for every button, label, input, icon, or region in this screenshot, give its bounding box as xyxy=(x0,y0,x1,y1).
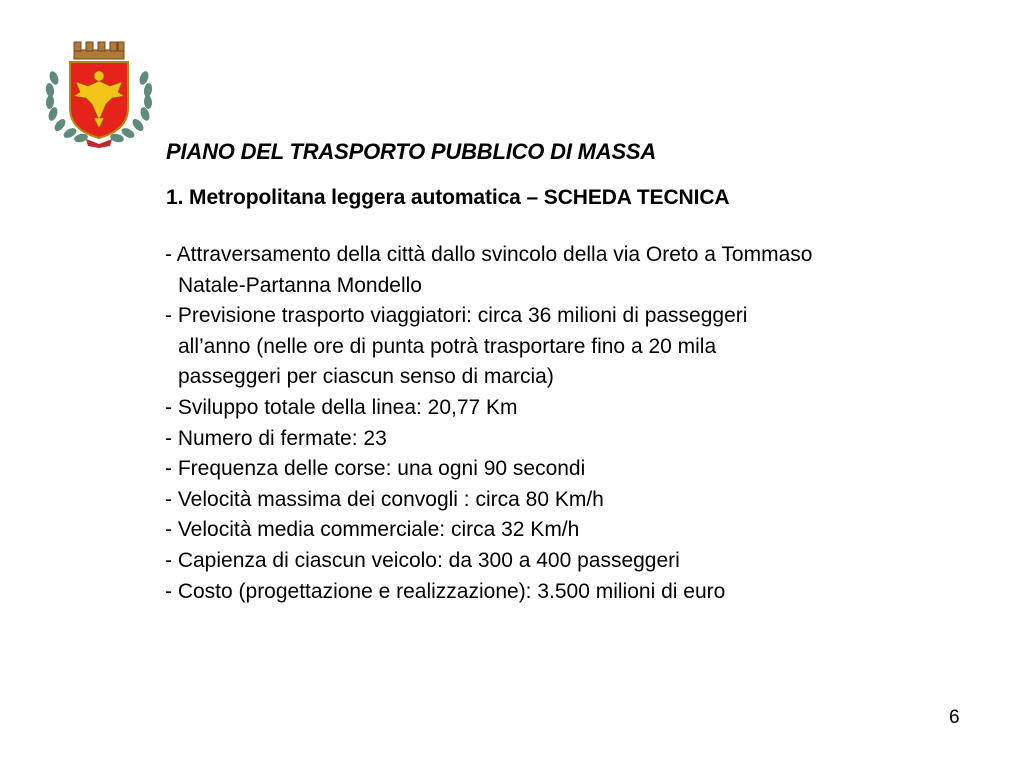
spec-item-continuation: all’anno (nelle ore di punta potrà trasportare fino a 20 mila xyxy=(178,334,717,358)
spec-item: - Costo (progettazione e realizzazione): 3.500 milioni di euro xyxy=(165,579,726,603)
spec-item: - Capienza di ciascun veicolo: da 300 a 400 passeggeri xyxy=(165,548,680,572)
city-coat-of-arms-icon xyxy=(40,38,158,150)
spec-item-continuation: passeggeri per ciascun senso di marcia) xyxy=(178,365,554,389)
spec-item: - Numero di fermate: 23 xyxy=(165,426,387,450)
spec-item: - Frequenza delle corse: una ogni 90 secondi xyxy=(165,457,586,481)
spec-item: - Velocità media commerciale: circa 32 Km/h xyxy=(165,518,580,542)
spec-item: - Attraversamento della città dallo svincolo della via Oreto a Tommaso xyxy=(165,243,813,266)
page-number: 6 xyxy=(949,707,960,728)
slide-heading: PIANO DEL TRASPORTO PUBBLICO DI MASSA xyxy=(166,139,657,164)
technical-specs-list xyxy=(165,240,812,607)
slide-subheading: 1. Metropolitana leggera automatica – SCHEDA TECNICA xyxy=(166,186,730,209)
spec-item-continuation: Natale-Partanna Mondello xyxy=(178,273,422,297)
spec-item: - Sviluppo totale della linea: 20,77 Km xyxy=(165,395,518,419)
spec-item: - Velocità massima dei convogli : circa 80 Km/h xyxy=(165,487,604,511)
spec-item: - Previsione trasporto viaggiatori: circa 36 milioni di passeggeri xyxy=(165,304,748,328)
